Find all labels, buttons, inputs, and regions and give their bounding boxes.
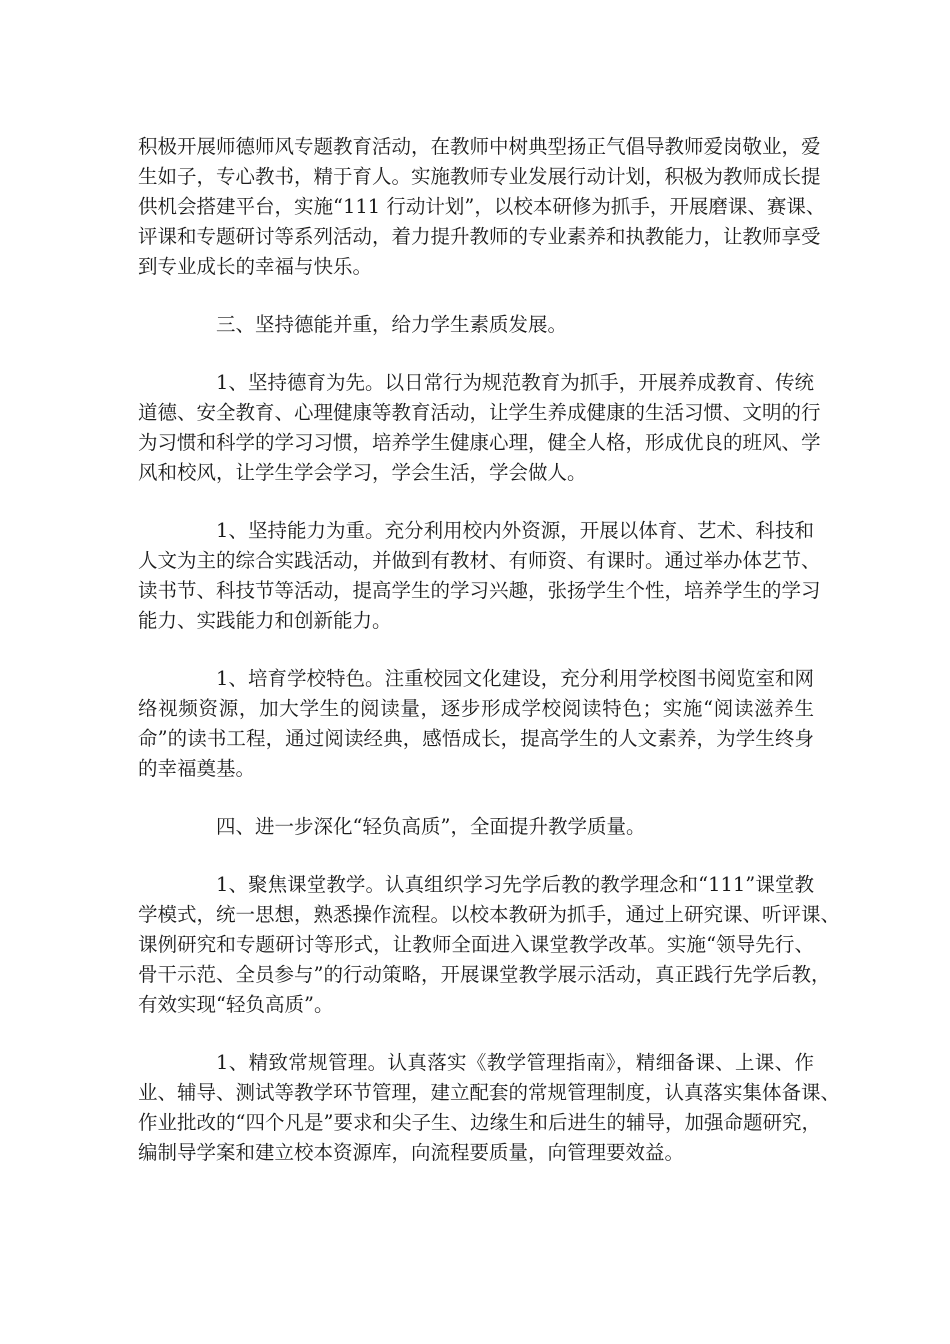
paragraph-moral-education [138,368,821,488]
text-line: 为习惯和科学的学习习惯，培养学生健康心理，健全人格，形成优良的班风、学 [138,431,821,454]
section-heading-three [138,310,814,340]
text-line: 作业批改的“四个凡是”要求和尖子生、边缘生和后进生的辅导，加强命题研究， [138,1111,821,1134]
paragraph-teacher-development [138,132,826,282]
text-line: 课例研究和专题研讨等形式，让教师全面进入课堂教学改革。实施“领导先行、 [138,933,814,956]
text-line: 业、辅导、测试等教学环节管理，建立配套的常规管理制度，认真落实集体备课、 [138,1081,841,1104]
text-line: 1、聚焦课堂教学。认真组织学习先学后教的教学理念和“111”课堂教 [216,873,814,896]
text-line: 1、坚持德育为先。以日常行为规范教育为抓手，开展养成教育、传统 [216,371,814,394]
text-line: 1、培育学校特色。注重校园文化建设，充分利用学校图书阅览室和网 [216,667,814,690]
text-line: 1、精致常规管理。认真落实《教学管理指南》，精细备课、上课、作 [216,1051,814,1074]
section-heading: 四、进一步深化“轻负高质”，全面提升教学质量。 [216,815,646,838]
text-line: 络视频资源，加大学生的阅读量，逐步形成学校阅读特色；实施“阅读滋养生 [138,697,814,720]
text-line: 道德、安全教育、心理健康等教育活动，让学生养成健康的生活习惯、文明的行 [138,401,821,424]
text-line: 学模式，统一思想，熟悉操作流程。以校本教研为抓手，通过上研究课、听评课、 [138,903,841,926]
text-line: 的幸福奠基。 [138,757,256,780]
document-body [138,132,841,1196]
text-line: 能力、实践能力和创新能力。 [138,609,392,632]
text-line: 1、坚持能力为重。充分利用校内外资源，开展以体育、艺术、科技和 [216,519,814,542]
paragraph-classroom-teaching [138,870,841,1020]
text-line: 生如子，专心教书，精于育人。实施教师专业发展行动计划，积极为教师成长提 [138,165,821,188]
text-line: 评课和专题研讨等系列活动，着力提升教师的专业素养和执教能力，让教师享受 [138,225,821,248]
paragraph-ability-focus [138,516,821,636]
text-line: 命”的读书工程，通过阅读经典，感悟成长，提高学生的人文素养，为学生终身 [138,727,814,750]
text-line: 风和校风，让学生学会学习，学会生活，学会做人。 [138,461,587,484]
section-heading-four [138,812,814,842]
text-line: 有效实现“轻负高质”。 [138,993,334,1016]
text-line: 编制导学案和建立校本资源库，向流程要质量，向管理要效益。 [138,1141,685,1164]
text-line: 读书节、科技节等活动，提高学生的学习兴趣，张扬学生个性，培养学生的学习 [138,579,821,602]
paragraph-school-characteristics [138,664,814,784]
text-line: 积极开展师德师风专题教育活动，在教师中树典型扬正气倡导教师爱岗敬业，爱 [138,135,821,158]
paragraph-routine-management [138,1048,841,1168]
text-line: 人文为主的综合实践活动，并做到有教材、有师资、有课时。通过举办体艺节、 [138,549,821,572]
text-line: 骨干示范、全员参与”的行动策略，开展课堂教学展示活动，真正践行先学后教， [138,963,831,986]
text-line: 供机会搭建平台，实施“111 行动计划”，以校本研修为抓手，开展磨课、赛课、 [138,195,826,218]
text-line: 到专业成长的幸福与快乐。 [138,255,373,278]
section-heading: 三、坚持德能并重，给力学生素质发展。 [216,313,568,336]
